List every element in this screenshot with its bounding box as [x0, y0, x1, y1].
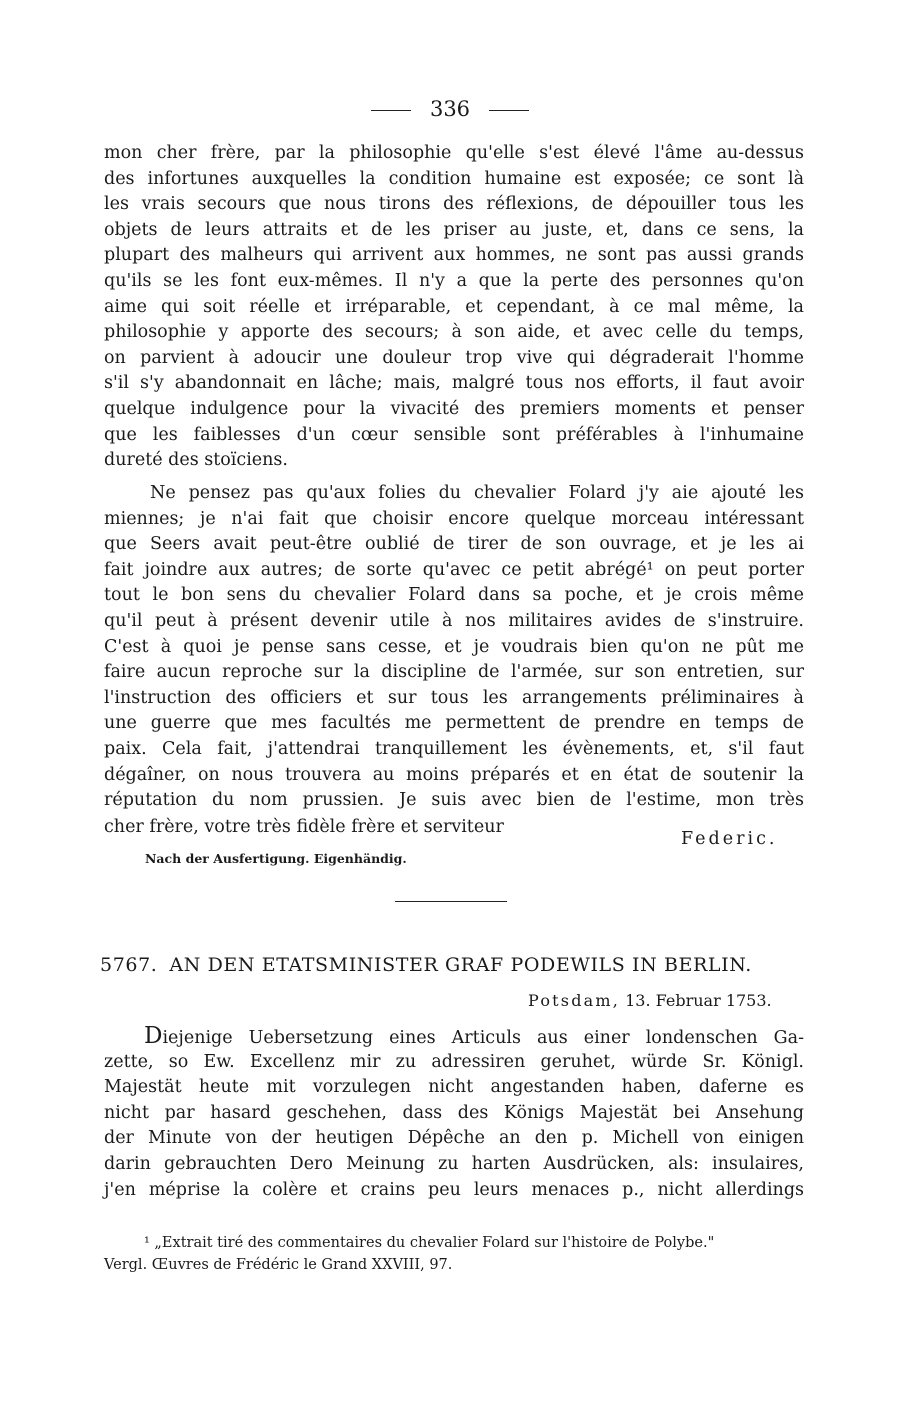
text-line: que les faiblesses d'un cœur sensible sont préférables à l'inhumaine: [104, 424, 804, 445]
document-number: 5767.: [100, 954, 158, 976]
dateline-date: 13. Februar 1753.: [625, 991, 772, 1010]
letter-closing: [104, 814, 804, 849]
source-note: Nach der Ausfertigung. Eigenhändig.: [145, 851, 407, 866]
footnote-line: Vergl. Œuvres de Frédéric le Grand XXVIII, 97.: [104, 1257, 453, 1273]
footnote-line: ¹ „Extrait tiré des commentaires du chevalier Folard sur l'histoire de Polybe.": [144, 1235, 715, 1251]
text-line: dureté des stoïciens.: [104, 450, 288, 471]
text-line: C'est à quoi je pense sans cesse, et je voudrais bien qu'on ne pût me: [104, 636, 804, 657]
section-divider: [395, 901, 507, 902]
text-line: qu'il peut à présent devenir utile à nos militaires avides de s'instruire.: [104, 610, 804, 631]
header-dash-right: [489, 110, 529, 111]
header-dash-left: [371, 110, 411, 111]
text-line: s'il s'y abandonnait en lâche; mais, malgré tous nos efforts, il faut avoir: [104, 373, 804, 394]
text-line: quelque indulgence pour la vivacité des premiers moments et penser: [104, 398, 804, 419]
dateline: [528, 990, 772, 1012]
text-line: paix. Cela fait, j'attendrai tranquillement les évènements, et, s'il faut: [104, 738, 804, 759]
text-line: der Minute von der heutigen Dépêche an den p. Michell von einigen: [104, 1128, 804, 1149]
text-line: philosophie y apporte des secours; à son aide, et avec celle du temps,: [104, 322, 804, 343]
text-line: Ne pensez pas qu'aux folies du chevalier Folard j'y aie ajouté les: [150, 483, 804, 503]
signature: Federic.: [681, 829, 778, 849]
page-number: 336: [429, 97, 471, 121]
text-line: aime qui soit réelle et irréparable, et cependant, à ce mal même, la: [104, 296, 804, 317]
text-line: faire aucun reproche sur la discipline de l'armée, sur son entretien, sur: [104, 662, 804, 683]
text-line: [104, 1024, 804, 1050]
text-line: mon cher frère, par la philosophie qu'elle s'est élevé l'âme au-dessus: [104, 143, 804, 163]
footnotes: [104, 1232, 804, 1276]
text-line: nicht par hasard geschehen, dass des Königs Majestät bei Ansehung: [104, 1102, 804, 1123]
text-line: miennes; je n'ai fait que choisir encore quelque morceau intéressant: [104, 508, 804, 529]
text-line: darin gebrauchten Dero Meinung zu harten Ausdrücken, als: insulaires,: [104, 1153, 804, 1174]
text-line: réputation du nom prussien. Je suis avec bien de l'estime, mon très: [104, 790, 804, 811]
text-line: qu'ils se les font eux-mêmes. Il n'y a que la perte des personnes qu'on: [104, 270, 804, 291]
text-line: j'en méprise la colère et crains peu leurs menaces p., nicht allerdings: [104, 1179, 804, 1200]
letter-paragraph-1: [104, 141, 804, 474]
text-line: plupart des malheurs qui arrivent aux hommes, ne sont pas aussi grands: [104, 245, 804, 266]
text-line: une guerre que mes facultés me permettent de prendre en temps de: [104, 713, 804, 734]
text-line: dégaîner, on nous trouvera au moins préparés et en état de soutenir la: [104, 764, 804, 785]
closing-line: cher frère, votre très fidèle frère et serviteur: [104, 817, 504, 837]
text-line: l'instruction des officiers et sur tous les arrangements préliminaires à: [104, 687, 804, 708]
text-line: les vrais secours que nous tirons des réflexions, de dépouiller tous les: [104, 194, 804, 215]
text-line: on parvient à adoucir une douleur trop vive qui dégraderait l'homme: [104, 347, 804, 368]
text-line: fait joindre aux autres; de sorte qu'avec ce petit abrégé¹ on peut porter: [104, 559, 804, 580]
text-line: tout le bon sens du chevalier Folard dans sa poche, et je crois même: [104, 585, 804, 606]
first-line-text: iejenige Uebersetzung eines Articuls aus einer londenschen Ga-: [162, 1028, 804, 1048]
text-line: des infortunes auxquelles la condition humaine est exposée; ce sont là: [104, 168, 804, 189]
dateline-place: Potsdam,: [528, 991, 621, 1010]
text-line: que Seers avait peut-être oublié de tirer de son ouvrage, et je les ai: [104, 534, 804, 555]
document-body: [104, 1024, 804, 1203]
text-line: objets de leurs attraits et de les priser au juste, et, dans ce sens, la: [104, 219, 804, 240]
text-line: Majestät heute mit vorzulegen nicht angestanden haben, daferne es: [104, 1077, 804, 1098]
document-heading: [100, 952, 810, 978]
text-line: zette, so Ew. Excellenz mir zu adressiren geruhet, würde Sr. Königl.: [104, 1051, 804, 1072]
drop-cap: D: [144, 1023, 163, 1049]
document-title: AN DEN ETATSMINISTER GRAF PODEWILS IN BERLIN.: [169, 954, 752, 976]
letter-paragraph-2: [104, 481, 804, 814]
page-header: [0, 96, 900, 122]
